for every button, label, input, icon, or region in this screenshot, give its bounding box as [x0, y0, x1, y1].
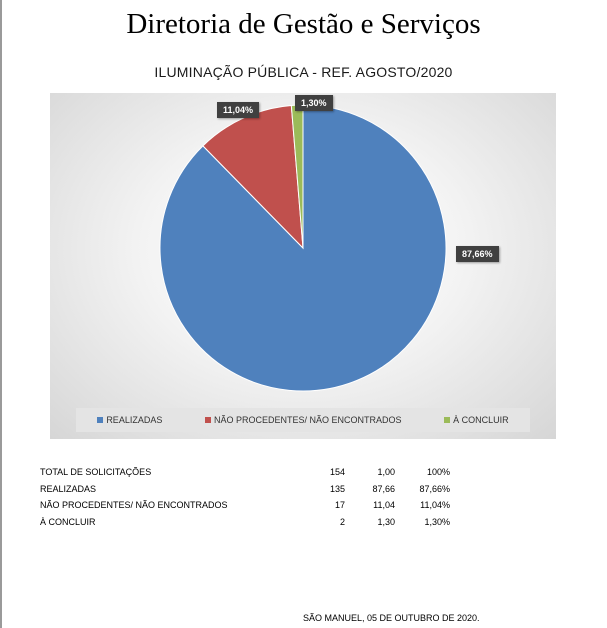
row-count: 135 [329, 483, 345, 494]
row-label: REALIZADAS [40, 483, 97, 494]
table-row [40, 497, 450, 514]
table-row [40, 514, 450, 531]
legend-swatch-a-concluir [444, 417, 450, 423]
row-label: À CONCLUIR [40, 516, 96, 527]
legend-label-a-concluir: À CONCLUIR [453, 415, 509, 425]
table-row [40, 481, 450, 498]
legend-swatch-realizadas [97, 417, 103, 423]
summary-table [40, 464, 450, 530]
table-row [40, 464, 450, 481]
data-label-realizadas: 87,66% [456, 246, 499, 262]
legend-label-nao-procedentes: NÃO PROCEDENTES/ NÃO ENCONTRADOS [213, 415, 402, 425]
data-label-nao-procedentes: 11,04% [217, 102, 259, 118]
document-title: Diretoria de Gestão e Serviços [126, 8, 481, 40]
legend-swatch-nao-procedentes [205, 417, 211, 423]
row-label: TOTAL DE SOLICITAÇÕES [40, 467, 152, 478]
chart-legend [76, 408, 530, 432]
legend-item-a-concluir [444, 415, 509, 425]
chart-title: ILUMINAÇÃO PÚBLICA - REF. AGOSTO/2020 [154, 64, 453, 80]
row-percent: 87,66% [419, 483, 450, 494]
legend-item-nao-procedentes [205, 415, 402, 425]
legend-item-realizadas [97, 415, 162, 425]
row-count: 17 [334, 500, 345, 511]
row-count: 2 [339, 516, 345, 527]
row-ratio: 1,00 [377, 467, 395, 478]
row-percent: 100% [426, 467, 450, 478]
row-percent: 11,04% [420, 500, 450, 511]
row-percent: 1,30% [424, 516, 450, 527]
pie-chart [50, 93, 556, 439]
row-ratio: 1,30 [377, 516, 395, 527]
legend-label-realizadas: REALIZADAS [106, 415, 163, 425]
row-ratio: 87,66 [372, 483, 395, 494]
data-label-a-concluir: 1,30% [295, 95, 333, 111]
page-left-border [0, 0, 2, 628]
row-ratio: 11,04 [373, 500, 395, 511]
row-count: 154 [329, 467, 345, 478]
footer-date: SÃO MANUEL, 05 DE OUTUBRO DE 2020. [303, 613, 480, 623]
row-label: NÃO PROCEDENTES/ NÃO ENCONTRADOS [40, 500, 228, 511]
chart-area [50, 93, 556, 439]
